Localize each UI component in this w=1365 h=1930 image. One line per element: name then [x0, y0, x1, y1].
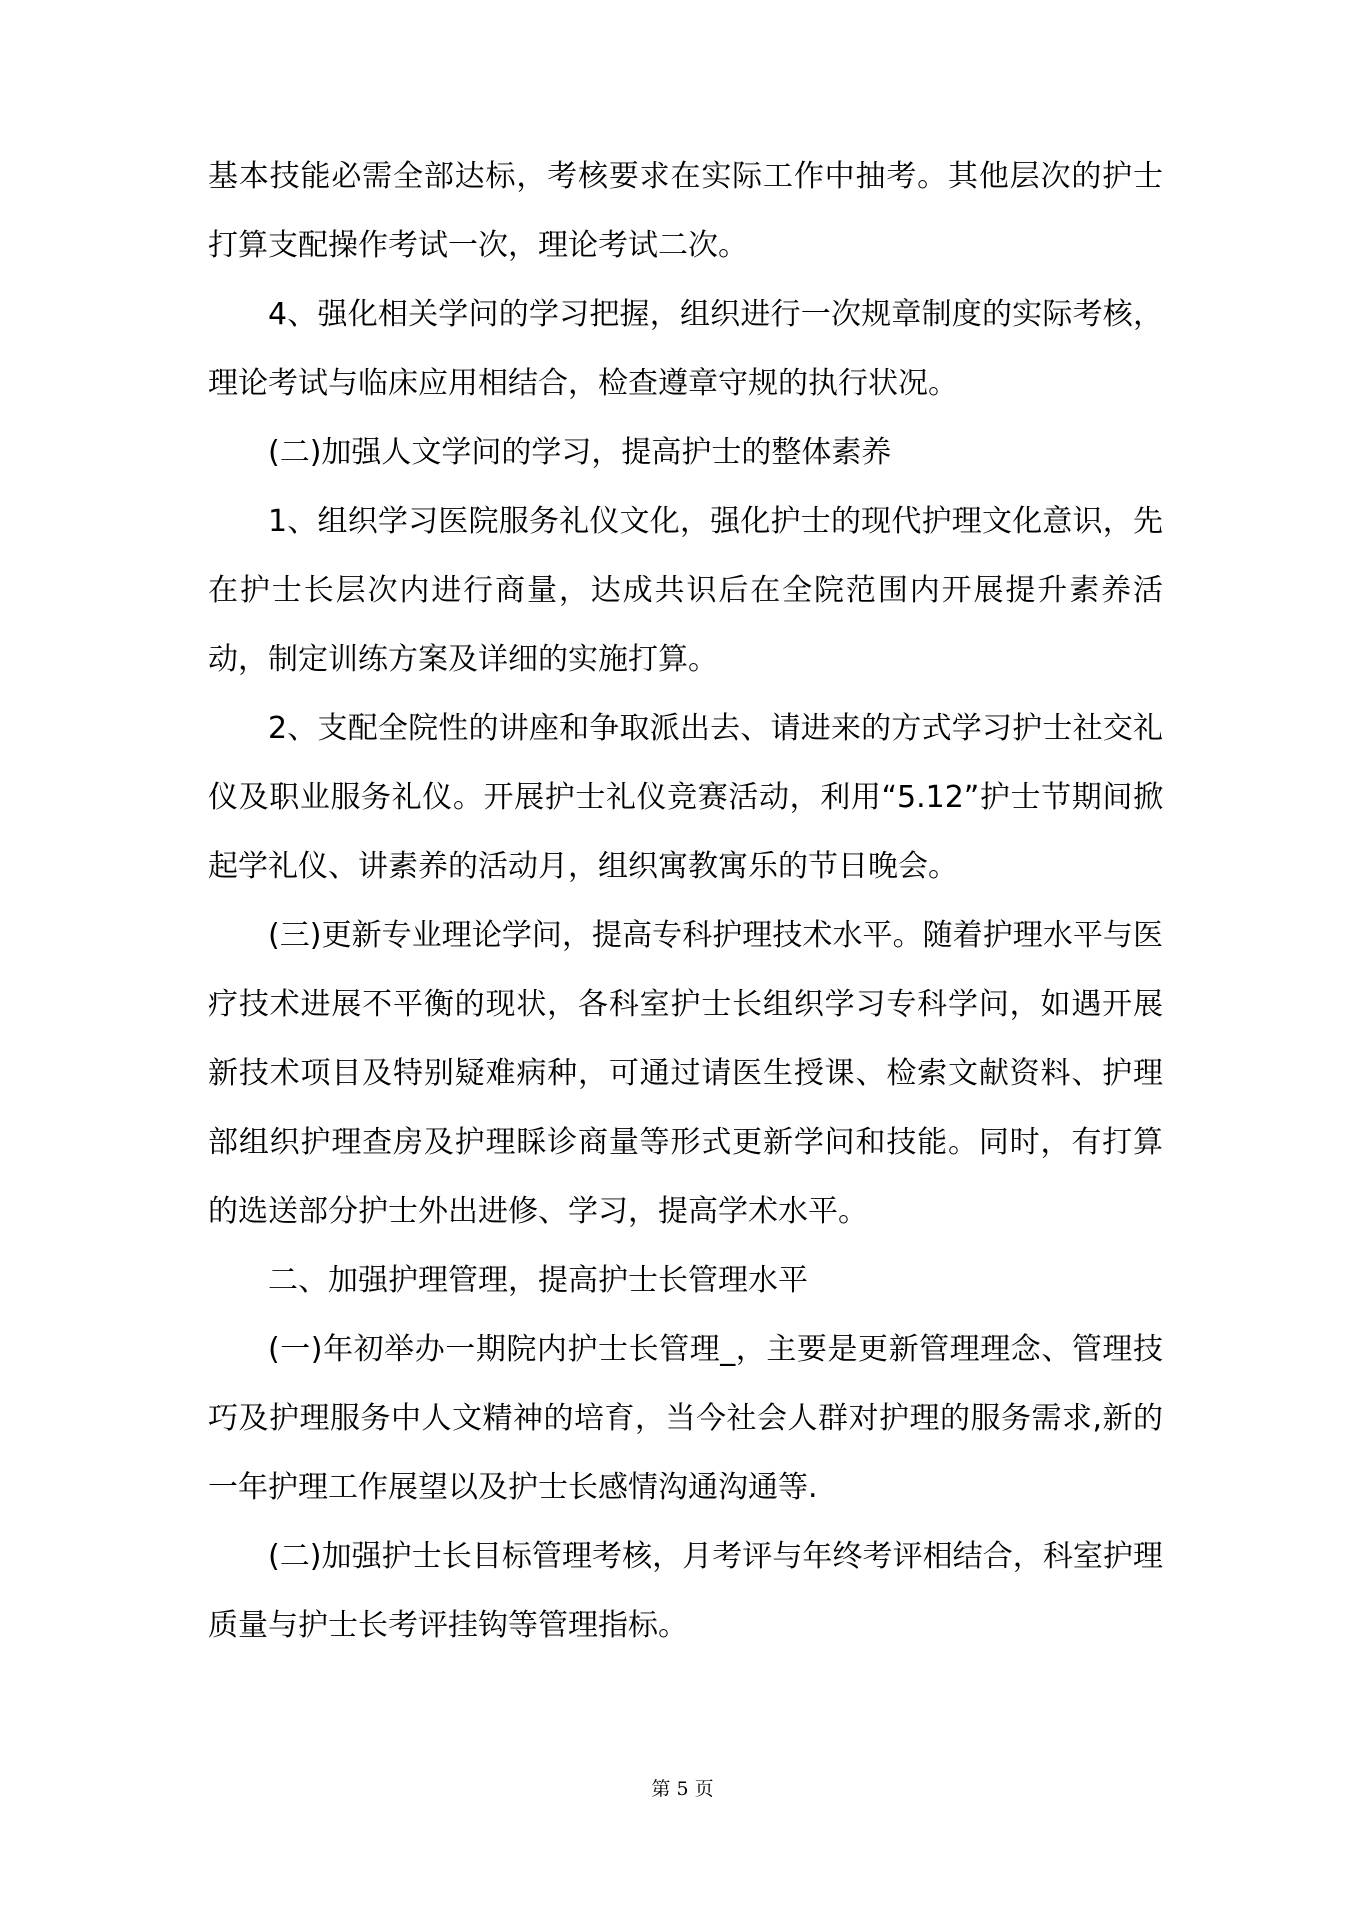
body-paragraph: 2、支配全院性的讲座和争取派出去、请进来的方式学习护士社交礼仪及职业服务礼仪。开展护士礼仪竞赛活动，利用“5.12”护士节期间掀起学礼仪、讲素养的活动月，组织寓教寓乐的节日晚会。 — [208, 711, 1163, 884]
body-paragraph: (二)加强护士长目标管理考核，月考评与年终考评相结合，科室护理质量与护士长考评挂钩等管理指标。 — [208, 1539, 1163, 1643]
footer-prefix: 第 — [651, 1778, 671, 1800]
footer-suffix: 页 — [694, 1778, 714, 1800]
page-footer — [0, 1774, 1365, 1801]
body-paragraph: (一)年初举办一期院内护士长管理_，主要是更新管理理念、管理技巧及护理服务中人文精神的培育，当今社会人群对护理的服务需求,新的一年护理工作展望以及护士长感情沟通沟通等. — [208, 1332, 1163, 1505]
body-paragraph: (三)更新专业理论学问，提高专科护理技术水平。随着护理水平与医疗技术进展不平衡的现状，各科室护士长组织学习专科学问，如遇开展新技术项目及特别疑难病种，可通过请医生授课、检索文献资料、护理部组织护理查房及护理睬诊商量等形式更新学问和技能。同时，有打算的选送部分护士外出进修、学习，提高学术水平。 — [208, 918, 1163, 1229]
body-paragraph: 二、加强护理管理，提高护士长管理水平 — [268, 1263, 808, 1298]
footer-page-number: 5 — [676, 1778, 689, 1800]
document-body — [208, 142, 1163, 1660]
body-paragraph: 4、强化相关学问的学习把握，组织进行一次规章制度的实际考核，理论考试与临床应用相结合，检查遵章守规的执行状况。 — [208, 297, 1163, 401]
body-paragraph: (二)加强人文学问的学习，提高护士的整体素养 — [268, 435, 892, 470]
body-paragraph: 1、组织学习医院服务礼仪文化，强化护士的现代护理文化意识，先在护士长层次内进行商量，达成共识后在全院范围内开展提升素养活动，制定训练方案及详细的实施打算。 — [208, 504, 1163, 677]
body-paragraph: 基本技能必需全部达标，考核要求在实际工作中抽考。其他层次的护士打算支配操作考试一次，理论考试二次。 — [208, 159, 1163, 263]
